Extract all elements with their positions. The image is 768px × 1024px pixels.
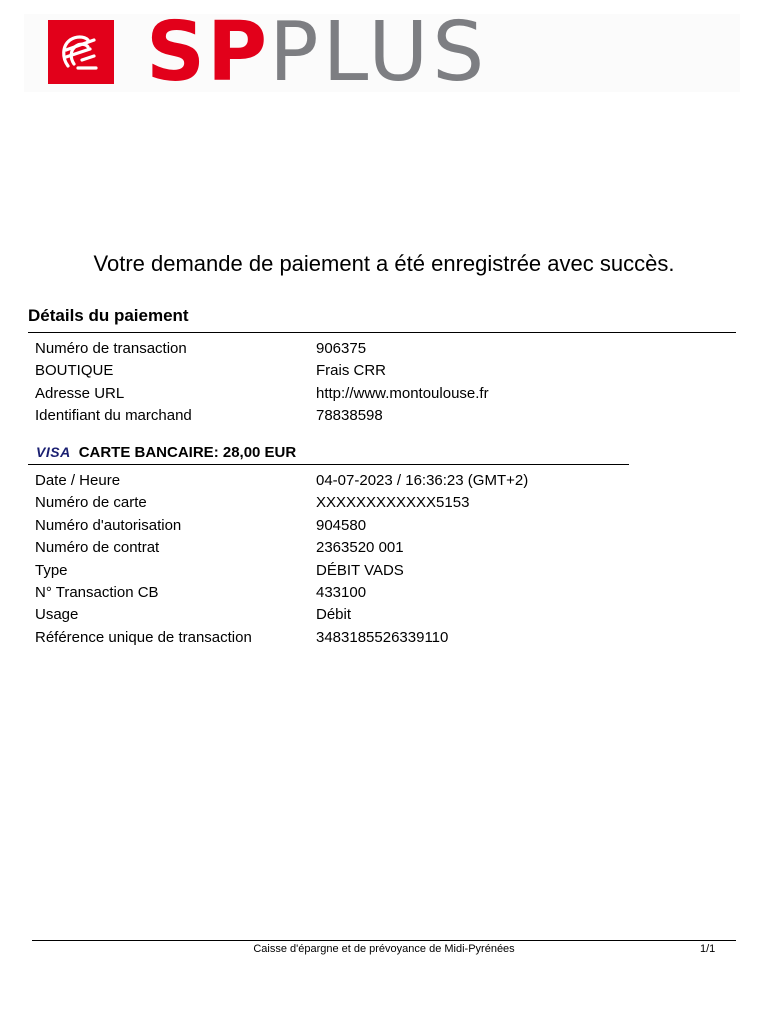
detail-label: BOUTIQUE: [35, 362, 114, 380]
logo-sp-text: SP: [146, 5, 270, 100]
card-label: Numéro de carte: [35, 494, 147, 512]
logo-plus-text: PLUS: [269, 5, 489, 100]
card-label: Numéro d'autorisation: [35, 516, 182, 534]
card-row-datetime: [35, 470, 675, 492]
section-divider: [28, 332, 736, 333]
card-label: Date / Heure: [35, 472, 121, 489]
card-value: Débit: [316, 606, 352, 624]
sp-plus-logo: [146, 5, 489, 100]
card-header: [36, 440, 296, 464]
detail-label: Numéro de transaction: [35, 340, 187, 357]
card-label: Numéro de contrat: [35, 539, 160, 557]
card-value: 04-07-2023 / 16:36:23 (GMT+2): [316, 472, 529, 489]
card-row-card-number: [35, 492, 675, 514]
card-label: Type: [35, 561, 68, 579]
card-row-type: [35, 560, 675, 582]
detail-row-transaction: [35, 338, 675, 360]
card-value: XXXXXXXXXXXX5153: [316, 494, 470, 512]
card-title: CARTE BANCAIRE: 28,00 EUR: [78, 443, 297, 461]
card-row-unique-reference: [35, 627, 675, 649]
card-value: 904580: [316, 516, 367, 534]
caisse-epargne-squirrel-logo-icon: [48, 20, 114, 84]
footer-bank-name: Caisse d'épargne et de prévoyance de Midi-Pyrénées: [253, 943, 515, 955]
success-message: Votre demande de paiement a été enregistrée avec succès.: [93, 251, 675, 276]
card-row-cb-transaction: [35, 582, 675, 604]
card-row-authorization: [35, 515, 675, 537]
detail-row-merchant-id: [35, 405, 675, 427]
detail-value-url: http://www.montoulouse.fr: [316, 384, 489, 402]
card-value: 433100: [316, 583, 367, 601]
card-label: Usage: [35, 606, 79, 624]
card-row-usage: [35, 604, 675, 626]
section-title: Détails du paiement: [28, 306, 189, 325]
card-details-table: [35, 470, 675, 649]
payment-details-table: [35, 338, 675, 428]
detail-label: Adresse URL: [35, 384, 125, 402]
detail-row-url: [35, 383, 675, 405]
card-value: 2363520 001: [316, 539, 404, 557]
detail-value: 78838598: [316, 407, 383, 425]
page-number: 1/1: [700, 943, 716, 955]
detail-value: 906375: [316, 340, 367, 357]
detail-label: Identifiant du marchand: [35, 407, 192, 425]
detail-row-boutique: [35, 360, 675, 382]
card-label: N° Transaction CB: [35, 583, 159, 601]
detail-value: Frais CRR: [316, 362, 386, 380]
visa-logo-icon: VISA: [36, 444, 71, 460]
card-divider: [28, 464, 629, 465]
card-row-contract: [35, 537, 675, 559]
card-value: DÉBIT VADS: [316, 561, 404, 579]
card-label: Référence unique de transaction: [35, 628, 252, 646]
card-value: 3483185526339110: [316, 628, 449, 646]
